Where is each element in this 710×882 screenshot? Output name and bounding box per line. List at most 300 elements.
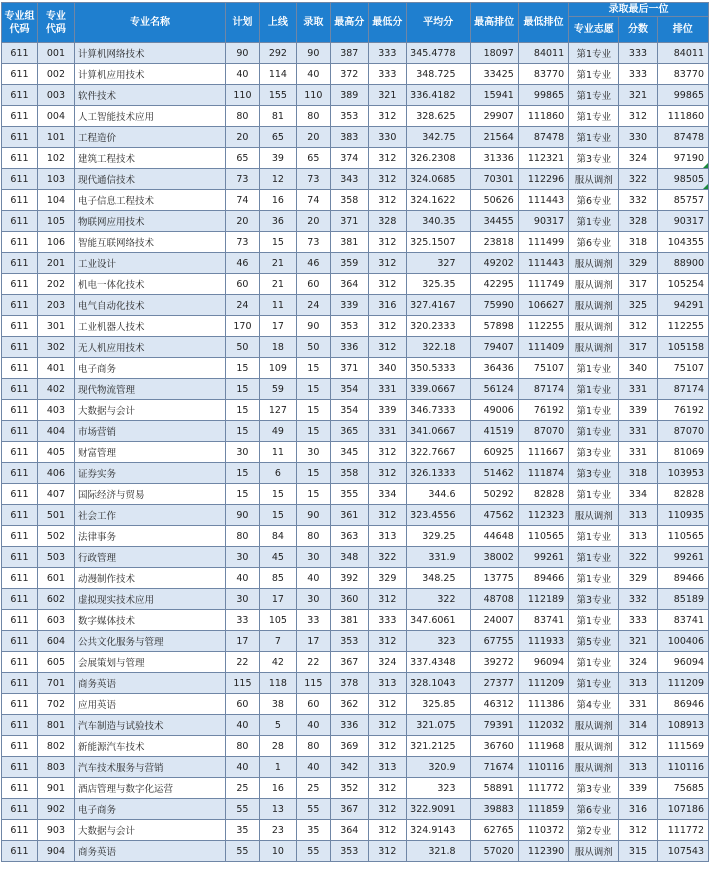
col-admit: 录取 <box>296 3 330 43</box>
cell-max-rank: 21564 <box>470 127 518 148</box>
table-row <box>2 673 709 694</box>
cell-admit: 17 <box>296 631 330 652</box>
cell-last-score: 334 <box>619 484 657 505</box>
cell-major-code: 402 <box>37 379 74 400</box>
cell-max-score: 378 <box>330 673 368 694</box>
cell-min-score: 312 <box>368 463 406 484</box>
cell-max-rank: 36760 <box>470 736 518 757</box>
cell-max-score: 336 <box>330 337 368 358</box>
cell-max-score: 358 <box>330 190 368 211</box>
cell-last-score: 332 <box>619 190 657 211</box>
col-min: 最低分 <box>368 3 406 43</box>
cell-major-code: 103 <box>37 169 74 190</box>
cell-major-code: 105 <box>37 211 74 232</box>
cell-group-code: 611 <box>2 442 38 463</box>
cell-group-code: 611 <box>2 694 38 715</box>
cell-major-name: 电子商务 <box>74 799 225 820</box>
cell-plan: 110 <box>225 85 259 106</box>
cell-last-score: 314 <box>619 715 657 736</box>
cell-last-rank: 84011 <box>657 43 709 64</box>
cell-group-code: 611 <box>2 547 38 568</box>
table-row <box>2 169 709 190</box>
cell-last-choice: 第1专业 <box>569 421 619 442</box>
cell-last-rank: 107543 <box>657 841 709 862</box>
cell-last-score: 339 <box>619 400 657 421</box>
cell-plan: 73 <box>225 169 259 190</box>
cell-min-rank: 106627 <box>518 295 568 316</box>
cell-major-code: 403 <box>37 400 74 421</box>
cell-group-code: 611 <box>2 400 38 421</box>
cell-major-code: 101 <box>37 127 74 148</box>
cell-online: 292 <box>259 43 296 64</box>
cell-group-code: 611 <box>2 316 38 337</box>
cell-min-score: 312 <box>368 442 406 463</box>
table-row <box>2 211 709 232</box>
cell-max-rank: 62765 <box>470 820 518 841</box>
cell-online: 38 <box>259 694 296 715</box>
cell-major-name: 大数据与会计 <box>74 400 225 421</box>
cell-admit: 46 <box>296 253 330 274</box>
cell-min-score: 324 <box>368 652 406 673</box>
cell-max-score: 353 <box>330 631 368 652</box>
cell-last-score: 325 <box>619 295 657 316</box>
cell-max-score: 367 <box>330 799 368 820</box>
cell-min-rank: 112255 <box>518 316 568 337</box>
cell-last-choice: 服从调剂 <box>569 757 619 778</box>
cell-min-score: 312 <box>368 736 406 757</box>
cell-major-code: 401 <box>37 358 74 379</box>
table-row <box>2 274 709 295</box>
cell-group-code: 611 <box>2 505 38 526</box>
cell-min-score: 312 <box>368 148 406 169</box>
cell-min-score: 312 <box>368 631 406 652</box>
cell-min-rank: 89466 <box>518 568 568 589</box>
cell-max-rank: 24007 <box>470 610 518 631</box>
cell-admit: 110 <box>296 85 330 106</box>
cell-min-rank: 111443 <box>518 190 568 211</box>
cell-last-score: 312 <box>619 106 657 127</box>
cell-group-code: 611 <box>2 127 38 148</box>
cell-admit: 40 <box>296 715 330 736</box>
cell-last-rank: 87070 <box>657 421 709 442</box>
cell-max-rank: 13775 <box>470 568 518 589</box>
cell-min-score: 313 <box>368 526 406 547</box>
cell-major-name: 计算机网络技术 <box>74 43 225 64</box>
table-row <box>2 484 709 505</box>
cell-last-score: 312 <box>619 820 657 841</box>
cell-last-score: 331 <box>619 379 657 400</box>
cell-avg-score: 323 <box>406 631 470 652</box>
cell-major-name: 工业设计 <box>74 253 225 274</box>
cell-last-rank: 111209 <box>657 673 709 694</box>
cell-min-score: 331 <box>368 379 406 400</box>
cell-plan: 15 <box>225 484 259 505</box>
cell-min-rank: 76192 <box>518 400 568 421</box>
cell-major-code: 604 <box>37 631 74 652</box>
cell-online: 42 <box>259 652 296 673</box>
cell-min-score: 334 <box>368 484 406 505</box>
cell-min-rank: 111749 <box>518 274 568 295</box>
cell-admit: 55 <box>296 799 330 820</box>
cell-min-rank: 111499 <box>518 232 568 253</box>
cell-last-score: 332 <box>619 589 657 610</box>
cell-max-rank: 38002 <box>470 547 518 568</box>
cell-last-rank: 75685 <box>657 778 709 799</box>
cell-last-score: 328 <box>619 211 657 232</box>
cell-last-rank: 111772 <box>657 820 709 841</box>
table-row <box>2 778 709 799</box>
cell-group-code: 611 <box>2 631 38 652</box>
cell-max-score: 348 <box>330 547 368 568</box>
table-row <box>2 85 709 106</box>
cell-online: 10 <box>259 841 296 862</box>
cell-online: 28 <box>259 736 296 757</box>
cell-min-score: 312 <box>368 841 406 862</box>
cell-max-score: 381 <box>330 232 368 253</box>
cell-plan: 55 <box>225 841 259 862</box>
cell-last-choice: 第1专业 <box>569 358 619 379</box>
col-plan: 计划 <box>225 3 259 43</box>
cell-last-choice: 服从调剂 <box>569 715 619 736</box>
cell-major-name: 汽车技术服务与营销 <box>74 757 225 778</box>
cell-admit: 60 <box>296 694 330 715</box>
cell-major-name: 大数据与会计 <box>74 820 225 841</box>
cell-online: 49 <box>259 421 296 442</box>
cell-plan: 40 <box>225 568 259 589</box>
cell-major-name: 工程造价 <box>74 127 225 148</box>
cell-group-code: 611 <box>2 148 38 169</box>
cell-last-score: 324 <box>619 148 657 169</box>
table-row <box>2 505 709 526</box>
cell-online: 105 <box>259 610 296 631</box>
cell-min-score: 330 <box>368 127 406 148</box>
cell-max-rank: 36436 <box>470 358 518 379</box>
table-row <box>2 820 709 841</box>
cell-last-rank: 98505 <box>657 169 709 190</box>
cell-major-name: 市场营销 <box>74 421 225 442</box>
cell-max-score: 363 <box>330 526 368 547</box>
cell-admit: 15 <box>296 421 330 442</box>
cell-avg-score: 321.075 <box>406 715 470 736</box>
cell-major-name: 现代物流管理 <box>74 379 225 400</box>
cell-plan: 15 <box>225 421 259 442</box>
cell-min-score: 333 <box>368 64 406 85</box>
cell-admit: 90 <box>296 316 330 337</box>
cell-last-choice: 第3专业 <box>569 148 619 169</box>
cell-major-code: 104 <box>37 190 74 211</box>
table-row <box>2 757 709 778</box>
cell-group-code: 611 <box>2 526 38 547</box>
cell-avg-score: 322 <box>406 589 470 610</box>
table-row <box>2 64 709 85</box>
col-last-score: 分数 <box>619 17 657 43</box>
cell-admit: 25 <box>296 778 330 799</box>
cell-major-code: 004 <box>37 106 74 127</box>
cell-max-score: 361 <box>330 505 368 526</box>
cell-max-rank: 23818 <box>470 232 518 253</box>
cell-max-score: 336 <box>330 715 368 736</box>
cell-last-score: 339 <box>619 778 657 799</box>
cell-last-rank: 87174 <box>657 379 709 400</box>
cell-min-score: 333 <box>368 43 406 64</box>
cell-min-score: 339 <box>368 400 406 421</box>
cell-last-score: 313 <box>619 673 657 694</box>
cell-group-code: 611 <box>2 841 38 862</box>
cell-max-score: 355 <box>330 484 368 505</box>
cell-online: 17 <box>259 589 296 610</box>
cell-max-rank: 34455 <box>470 211 518 232</box>
table-row <box>2 547 709 568</box>
cell-plan: 40 <box>225 715 259 736</box>
cell-group-code: 611 <box>2 799 38 820</box>
cell-min-score: 312 <box>368 169 406 190</box>
cell-major-name: 新能源汽车技术 <box>74 736 225 757</box>
cell-last-score: 316 <box>619 799 657 820</box>
cell-max-rank: 79391 <box>470 715 518 736</box>
cell-last-choice: 第1专业 <box>569 673 619 694</box>
cell-plan: 30 <box>225 589 259 610</box>
cell-online: 45 <box>259 547 296 568</box>
cell-last-choice: 第1专业 <box>569 400 619 421</box>
cell-plan: 15 <box>225 379 259 400</box>
cell-major-name: 国际经济与贸易 <box>74 484 225 505</box>
cell-max-rank: 27377 <box>470 673 518 694</box>
cell-online: 39 <box>259 148 296 169</box>
cell-last-choice: 服从调剂 <box>569 274 619 295</box>
cell-min-score: 312 <box>368 232 406 253</box>
cell-min-rank: 82828 <box>518 484 568 505</box>
cell-group-code: 611 <box>2 757 38 778</box>
cell-group-code: 611 <box>2 106 38 127</box>
cell-max-rank: 75990 <box>470 295 518 316</box>
cell-plan: 60 <box>225 694 259 715</box>
cell-max-score: 372 <box>330 64 368 85</box>
table-row <box>2 631 709 652</box>
cell-min-score: 312 <box>368 778 406 799</box>
cell-last-choice: 第3专业 <box>569 589 619 610</box>
cell-group-code: 611 <box>2 820 38 841</box>
cell-major-code: 602 <box>37 589 74 610</box>
cell-plan: 73 <box>225 232 259 253</box>
cell-last-choice: 第6专业 <box>569 799 619 820</box>
cell-last-score: 312 <box>619 736 657 757</box>
cell-min-rank: 111968 <box>518 736 568 757</box>
cell-plan: 40 <box>225 64 259 85</box>
cell-major-code: 404 <box>37 421 74 442</box>
cell-min-score: 322 <box>368 547 406 568</box>
col-online: 上线 <box>259 3 296 43</box>
cell-admit: 20 <box>296 211 330 232</box>
cell-last-score: 313 <box>619 757 657 778</box>
cell-avg-score: 326.1333 <box>406 463 470 484</box>
cell-last-rank: 110565 <box>657 526 709 547</box>
cell-admit: 90 <box>296 505 330 526</box>
cell-min-rank: 110116 <box>518 757 568 778</box>
cell-min-rank: 112189 <box>518 589 568 610</box>
cell-major-name: 商务英语 <box>74 841 225 862</box>
cell-min-score: 312 <box>368 106 406 127</box>
cell-last-rank: 107186 <box>657 799 709 820</box>
cell-major-code: 003 <box>37 85 74 106</box>
col-code: 专业 代码 <box>37 3 74 43</box>
cell-group-code: 611 <box>2 715 38 736</box>
table-row <box>2 337 709 358</box>
cell-last-choice: 第1专业 <box>569 610 619 631</box>
cell-last-choice: 服从调剂 <box>569 505 619 526</box>
cell-last-choice: 服从调剂 <box>569 253 619 274</box>
cell-max-score: 374 <box>330 148 368 169</box>
cell-avg-score: 350.5333 <box>406 358 470 379</box>
cell-avg-score: 320.2333 <box>406 316 470 337</box>
cell-group-code: 611 <box>2 379 38 400</box>
cell-major-name: 公共文化服务与管理 <box>74 631 225 652</box>
cell-group-code: 611 <box>2 463 38 484</box>
cell-last-choice: 第6专业 <box>569 190 619 211</box>
cell-max-rank: 41519 <box>470 421 518 442</box>
table-body <box>2 43 709 862</box>
cell-max-score: 342 <box>330 757 368 778</box>
table-row <box>2 652 709 673</box>
cell-major-name: 会展策划与管理 <box>74 652 225 673</box>
cell-major-code: 502 <box>37 526 74 547</box>
cell-max-rank: 18097 <box>470 43 518 64</box>
table-row <box>2 442 709 463</box>
cell-min-rank: 75107 <box>518 358 568 379</box>
cell-plan: 80 <box>225 106 259 127</box>
cell-admit: 73 <box>296 232 330 253</box>
cell-major-code: 802 <box>37 736 74 757</box>
cell-max-rank: 46312 <box>470 694 518 715</box>
cell-min-rank: 87070 <box>518 421 568 442</box>
cell-group-code: 611 <box>2 337 38 358</box>
cell-last-choice: 服从调剂 <box>569 337 619 358</box>
cell-major-code: 605 <box>37 652 74 673</box>
cell-plan: 33 <box>225 610 259 631</box>
cell-avg-score: 327 <box>406 253 470 274</box>
cell-max-score: 339 <box>330 295 368 316</box>
cell-min-rank: 112390 <box>518 841 568 862</box>
cell-max-rank: 50626 <box>470 190 518 211</box>
cell-min-score: 312 <box>368 253 406 274</box>
cell-last-rank: 85189 <box>657 589 709 610</box>
cell-group-code: 611 <box>2 295 38 316</box>
cell-admit: 15 <box>296 484 330 505</box>
cell-last-choice: 第5专业 <box>569 631 619 652</box>
table-row <box>2 400 709 421</box>
col-max-rank: 最高排位 <box>470 3 518 43</box>
cell-min-rank: 111860 <box>518 106 568 127</box>
cell-min-rank: 87174 <box>518 379 568 400</box>
admission-table <box>1 2 709 862</box>
cell-max-rank: 50292 <box>470 484 518 505</box>
cell-last-choice: 第1专业 <box>569 379 619 400</box>
cell-group-code: 611 <box>2 190 38 211</box>
cell-avg-score: 348.725 <box>406 64 470 85</box>
table-row <box>2 232 709 253</box>
cell-last-choice: 第6专业 <box>569 232 619 253</box>
cell-avg-score: 325.85 <box>406 694 470 715</box>
cell-min-score: 328 <box>368 211 406 232</box>
cell-last-choice: 第3专业 <box>569 778 619 799</box>
col-last-rank: 排位 <box>657 17 709 43</box>
cell-max-rank: 15941 <box>470 85 518 106</box>
table-row <box>2 694 709 715</box>
cell-avg-score: 323 <box>406 778 470 799</box>
cell-min-rank: 111859 <box>518 799 568 820</box>
cell-online: 1 <box>259 757 296 778</box>
cell-avg-score: 331.9 <box>406 547 470 568</box>
cell-min-rank: 112032 <box>518 715 568 736</box>
cell-major-name: 机电一体化技术 <box>74 274 225 295</box>
cell-major-code: 202 <box>37 274 74 295</box>
cell-max-rank: 58891 <box>470 778 518 799</box>
cell-last-score: 331 <box>619 694 657 715</box>
cell-major-code: 001 <box>37 43 74 64</box>
cell-major-name: 人工智能技术应用 <box>74 106 225 127</box>
col-min-rank: 最低排位 <box>518 3 568 43</box>
cell-group-code: 611 <box>2 211 38 232</box>
cell-admit: 15 <box>296 358 330 379</box>
cell-plan: 17 <box>225 631 259 652</box>
table-row <box>2 736 709 757</box>
cell-major-code: 002 <box>37 64 74 85</box>
cell-avg-score: 328.625 <box>406 106 470 127</box>
cell-last-rank: 111860 <box>657 106 709 127</box>
cell-major-name: 电气自动化技术 <box>74 295 225 316</box>
cell-online: 81 <box>259 106 296 127</box>
cell-group-code: 611 <box>2 484 38 505</box>
cell-avg-score: 325.1507 <box>406 232 470 253</box>
cell-plan: 20 <box>225 127 259 148</box>
cell-max-score: 345 <box>330 442 368 463</box>
cell-major-code: 904 <box>37 841 74 862</box>
cell-last-choice: 第2专业 <box>569 820 619 841</box>
table-row <box>2 589 709 610</box>
table-row <box>2 127 709 148</box>
table-row <box>2 379 709 400</box>
cell-last-score: 313 <box>619 526 657 547</box>
cell-avg-score: 336.4182 <box>406 85 470 106</box>
table-row <box>2 841 709 862</box>
cell-max-score: 353 <box>330 316 368 337</box>
cell-avg-score: 342.75 <box>406 127 470 148</box>
cell-avg-score: 329.25 <box>406 526 470 547</box>
cell-last-rank: 99865 <box>657 85 709 106</box>
cell-online: 12 <box>259 169 296 190</box>
cell-last-score: 324 <box>619 652 657 673</box>
cell-major-code: 701 <box>37 673 74 694</box>
cell-admit: 33 <box>296 610 330 631</box>
cell-last-choice: 第3专业 <box>569 463 619 484</box>
cell-online: 109 <box>259 358 296 379</box>
cell-last-score: 333 <box>619 64 657 85</box>
cell-plan: 74 <box>225 190 259 211</box>
cell-last-score: 318 <box>619 232 657 253</box>
cell-min-rank: 111386 <box>518 694 568 715</box>
cell-plan: 46 <box>225 253 259 274</box>
cell-major-code: 106 <box>37 232 74 253</box>
cell-online: 7 <box>259 631 296 652</box>
cell-min-score: 312 <box>368 505 406 526</box>
cell-last-choice: 服从调剂 <box>569 316 619 337</box>
table-row <box>2 43 709 64</box>
cell-major-name: 无人机应用技术 <box>74 337 225 358</box>
cell-min-score: 312 <box>368 589 406 610</box>
cell-last-choice: 服从调剂 <box>569 736 619 757</box>
cell-last-rank: 108913 <box>657 715 709 736</box>
table-row <box>2 106 709 127</box>
cell-last-rank: 100406 <box>657 631 709 652</box>
